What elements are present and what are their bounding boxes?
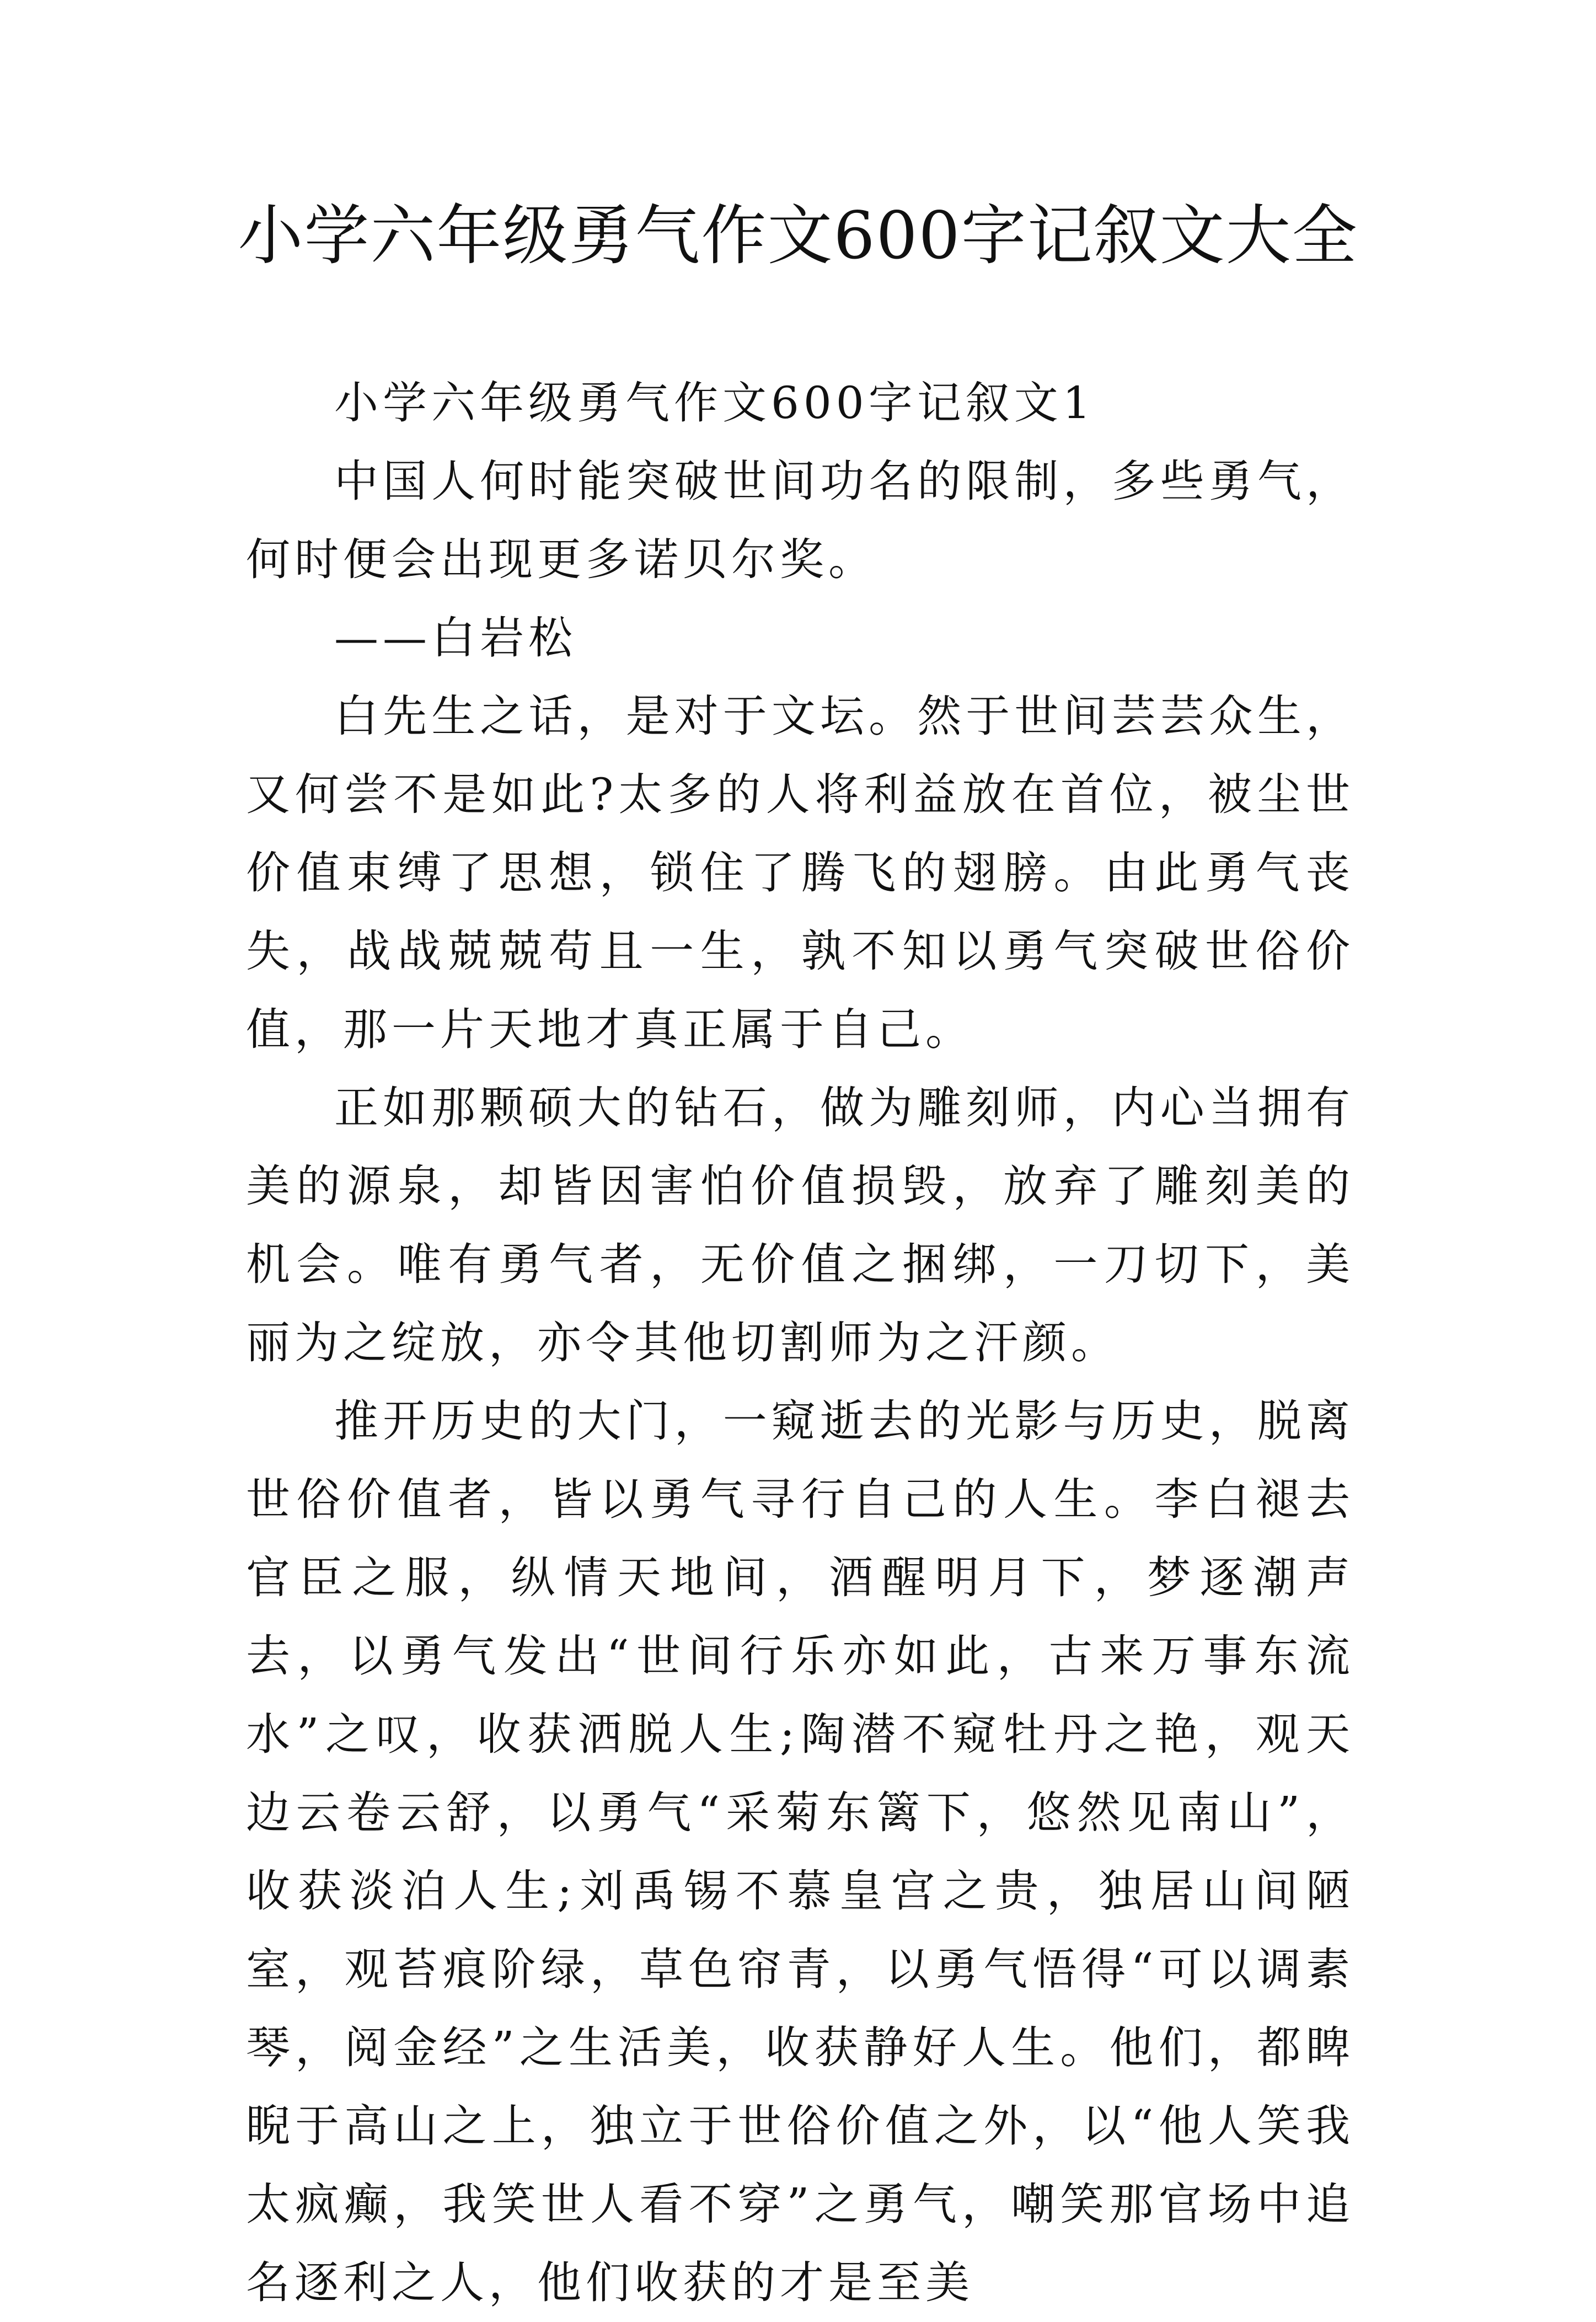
- document-body: [246, 364, 1354, 2322]
- paragraph-subtitle: 小学六年级勇气作文600字记叙文1: [334, 377, 1095, 429]
- paragraph-attribution: ——白岩松: [334, 612, 577, 664]
- paragraph-body-1: 白先生之话，是对于文坛。然于世间芸芸众生，又何尝不是如此?太多的人将利益放在首位，被尘世价值束缚了思想，锁住了腾飞的翅膀。由此勇气丧失，战战兢兢苟且一生，孰不知以勇气突破世俗价值，那一片天地才真正属于自己。: [246, 691, 1354, 1055]
- paragraph-quote: 中国人何时能突破世间功名的限制，多些勇气，何时便会出现更多诺贝尔奖。: [246, 456, 1354, 585]
- paragraph-body-2: 正如那颗硕大的钻石，做为雕刻师，内心当拥有美的源泉，却皆因害怕价值损毁，放弃了雕刻美的机会。唯有勇气者，无价值之捆绑，一刀切下，美丽为之绽放，亦令其他切割师为之汗颜。: [246, 1082, 1354, 1368]
- paragraph-body-3: 推开历史的大门，一窥逝去的光影与历史，脱离世俗价值者，皆以勇气寻行自己的人生。李白褪去官臣之服，纵情天地间，酒醒明月下，梦逐潮声去，以勇气发出“世间行乐亦如此，古来万事东流水”之叹，收获洒脱人生;陶潜不窥牡丹之艳，观天边云卷云舒，以勇气“采菊东篱下，悠然见南山”，收获淡泊人生;刘禹锡不慕皇宫之贵，独居山间陋室，观苔痕阶绿，草色帘青，以勇气悟得“可以调素琴，阅金经”之生活美，收获静好人生。他们，都睥睨于高山之上，独立于世俗价值之外，以“他人笑我太疯癫，我笑世人看不穿”之勇气，嘲笑那官场中追名逐利之人，他们收获的才是至美: [246, 1395, 1354, 2308]
- document-title: 小学六年级勇气作文600字记叙文大全: [238, 197, 1358, 274]
